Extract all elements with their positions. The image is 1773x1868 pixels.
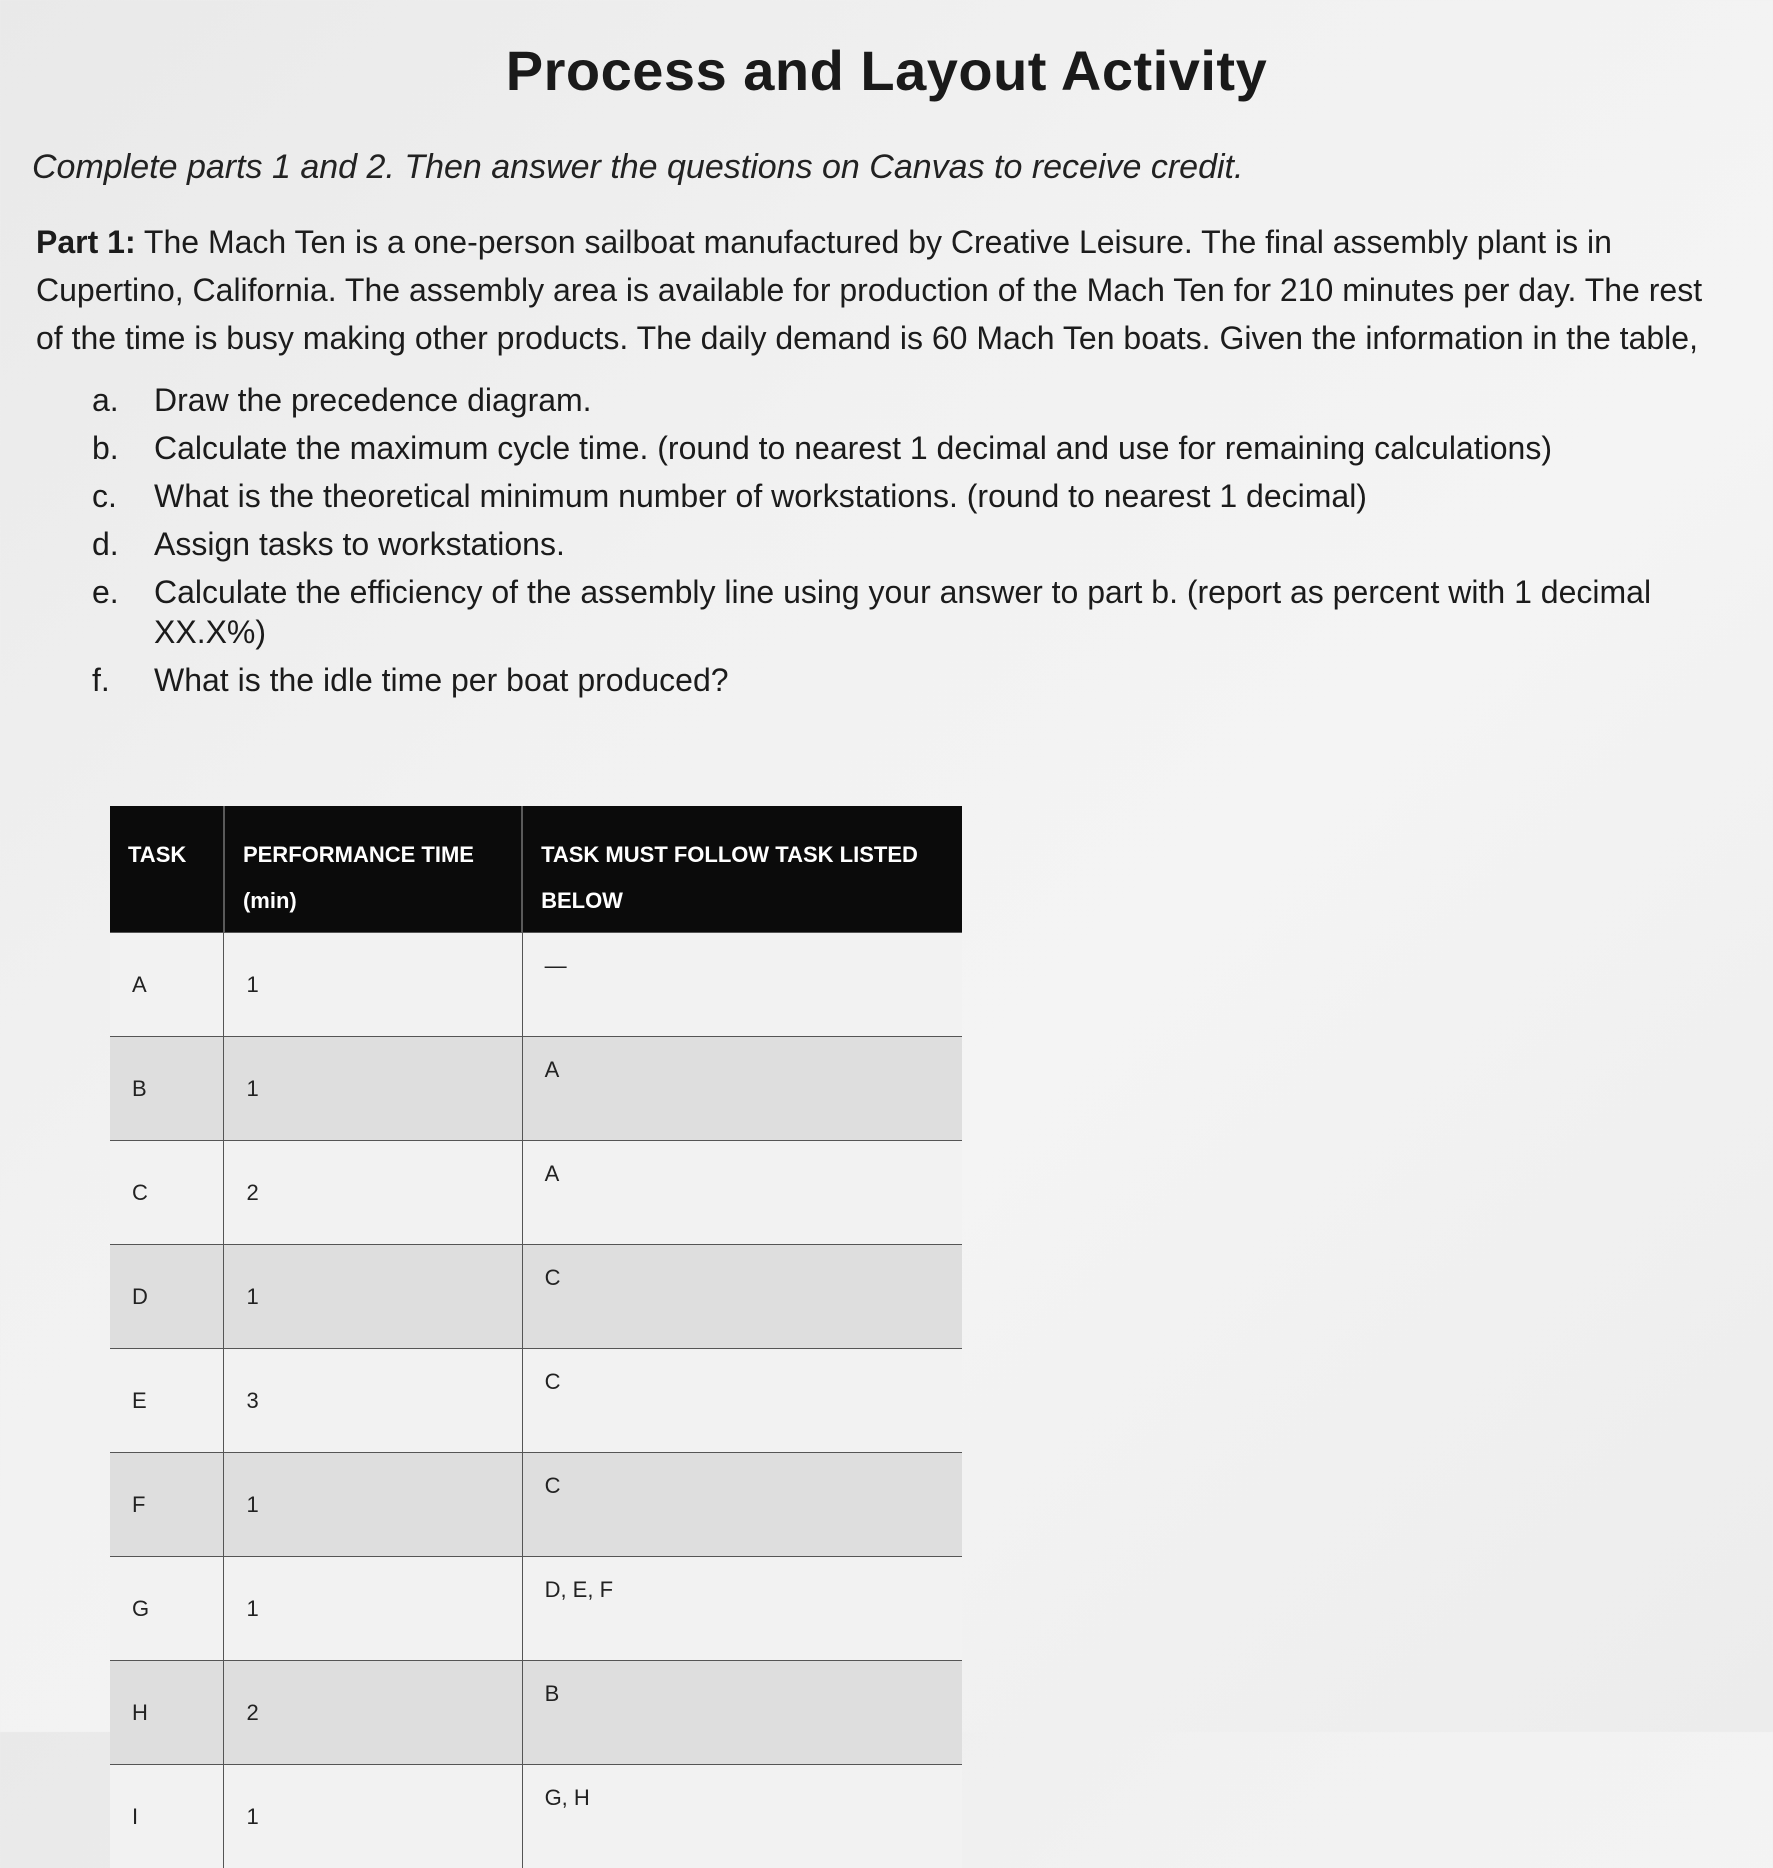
header-pred-line2: BELOW (541, 888, 623, 913)
header-time-line1: PERFORMANCE TIME (243, 842, 474, 867)
cell-predecessor: D, E, F (522, 1557, 962, 1661)
cell-time: 1 (224, 933, 522, 1037)
cell-time: 3 (224, 1349, 522, 1453)
cell-predecessor: B (522, 1661, 962, 1765)
table-row (110, 1349, 962, 1453)
cell-predecessor: — (522, 933, 962, 1037)
question-c (92, 476, 1692, 516)
task-table (110, 806, 962, 1868)
cell-time: 1 (224, 1453, 522, 1557)
header-pred-line1: TASK MUST FOLLOW TASK LISTED (541, 842, 918, 867)
cell-task: B (110, 1037, 224, 1141)
table-row (110, 1557, 962, 1661)
table-header-row (110, 806, 962, 933)
part1-text: The Mach Ten is a one-person sailboat manufactured by Creative Leisure. The final assembly plant is in Cupertino, California. The assembly area is available for production of the Mach Ten for 210 minutes per day. The rest of the time is busy making other products. The daily demand is 60 Mach Ten boats. Given the information in the table, (36, 224, 1702, 356)
cell-time: 1 (224, 1037, 522, 1141)
cell-task: E (110, 1349, 224, 1453)
question-text: What is the idle time per boat produced? (154, 660, 1674, 700)
cell-predecessor: A (522, 1037, 962, 1141)
header-time-line2: (min) (243, 888, 297, 913)
question-f (92, 660, 1692, 700)
question-letter: e. (92, 572, 154, 652)
question-text: What is the theoretical minimum number of workstations. (round to nearest 1 decimal) (154, 476, 1674, 516)
question-d (92, 524, 1692, 564)
question-a (92, 380, 1692, 420)
cell-task: A (110, 933, 224, 1037)
part1-paragraph (36, 218, 1716, 362)
question-text: Assign tasks to workstations. (154, 524, 1674, 564)
cell-time: 1 (224, 1557, 522, 1661)
cell-time: 1 (224, 1765, 522, 1868)
question-letter: a. (92, 380, 154, 420)
question-list (92, 380, 1692, 708)
question-letter: c. (92, 476, 154, 516)
page-title: Process and Layout Activity (0, 38, 1773, 103)
table-row (110, 1245, 962, 1349)
table-row (110, 1141, 962, 1245)
table-row (110, 1037, 962, 1141)
header-performance-time (224, 806, 522, 933)
instructions-text: Complete parts 1 and 2. Then answer the questions on Canvas to receive credit. (32, 148, 1243, 187)
header-predecessor (522, 806, 962, 933)
cell-task: I (110, 1765, 224, 1868)
header-task (110, 806, 224, 933)
cell-task: C (110, 1141, 224, 1245)
cell-predecessor: G, H (522, 1765, 962, 1868)
cell-task: D (110, 1245, 224, 1349)
cell-time: 2 (224, 1141, 522, 1245)
table-row (110, 933, 962, 1037)
cell-predecessor: C (522, 1349, 962, 1453)
cell-predecessor: A (522, 1141, 962, 1245)
cell-task: F (110, 1453, 224, 1557)
cell-predecessor: C (522, 1245, 962, 1349)
cell-task: H (110, 1661, 224, 1765)
question-letter: f. (92, 660, 154, 700)
question-text: Calculate the efficiency of the assembly line using your answer to part b. (report as percent with 1 decimal XX.X%) (154, 572, 1674, 652)
cell-task: G (110, 1557, 224, 1661)
cell-time: 2 (224, 1661, 522, 1765)
header-task-label: TASK (128, 842, 186, 867)
question-b (92, 428, 1692, 468)
part1-label: Part 1: (36, 224, 136, 260)
question-text: Calculate the maximum cycle time. (round to nearest 1 decimal and use for remaining calculations) (154, 428, 1674, 468)
table-row (110, 1661, 962, 1765)
cell-time: 1 (224, 1245, 522, 1349)
table-row (110, 1453, 962, 1557)
question-e (92, 572, 1692, 652)
question-letter: b. (92, 428, 154, 468)
question-letter: d. (92, 524, 154, 564)
question-text: Draw the precedence diagram. (154, 380, 1674, 420)
table-row (110, 1765, 962, 1868)
cell-predecessor: C (522, 1453, 962, 1557)
